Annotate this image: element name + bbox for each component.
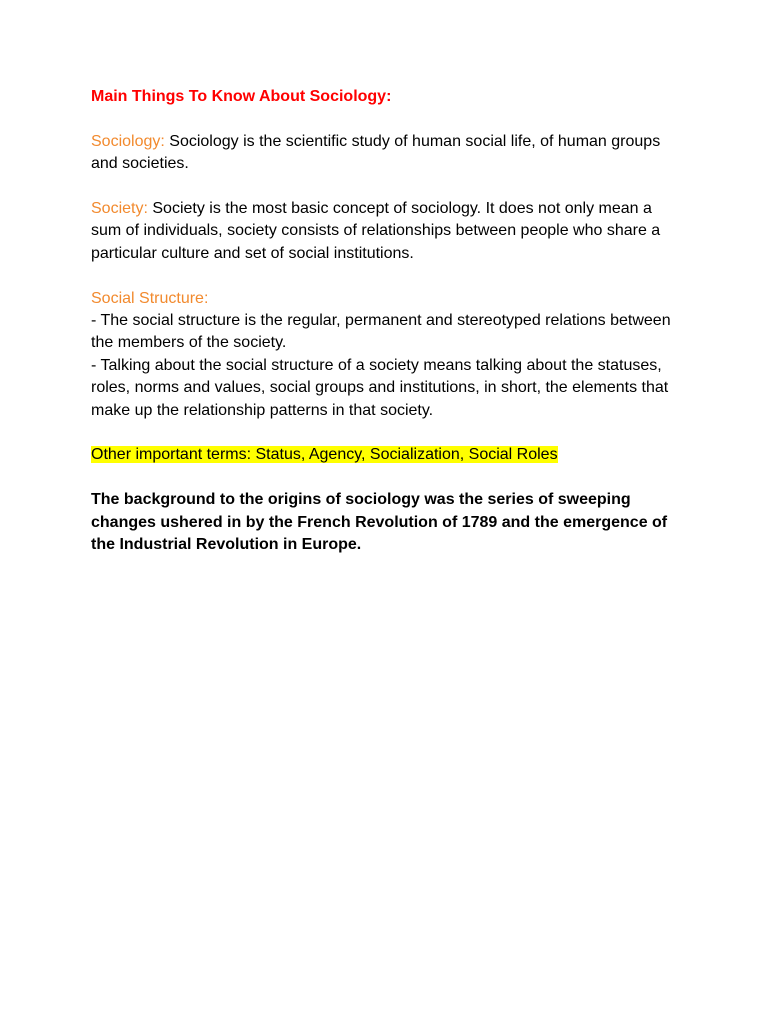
other-terms-line bbox=[91, 444, 681, 466]
other-terms-highlight: Other important terms: Status, Agency, Socialization, Social Roles bbox=[91, 446, 558, 464]
society-text: Society is the most basic concept of sociology. It does not only mean a sum of individuals, society consists of relationships between people who share a particular culture and set of social institutions. bbox=[91, 200, 661, 262]
document-body bbox=[91, 86, 681, 556]
social-structure-label: Social Structure: bbox=[91, 289, 209, 307]
sociology-label: Sociology: bbox=[91, 132, 165, 150]
social-structure-point: - The social structure is the regular, permanent and stereotyped relations between the members of the society. bbox=[91, 312, 671, 352]
document-title: Main Things To Know About Sociology: bbox=[91, 88, 392, 105]
social-structure-section bbox=[91, 288, 681, 422]
society-label: Society: bbox=[91, 200, 148, 217]
sociology-definition bbox=[91, 131, 681, 176]
society-definition bbox=[91, 198, 681, 265]
background-paragraph: The background to the origins of sociology was the series of sweeping changes ushered in by the French Revolution of 1789 and the emergence of the Industrial Revolution in Europe. bbox=[91, 491, 668, 554]
social-structure-point: - Talking about the social structure of a society means talking about the statuses, roles, norms and values, social groups and institutions, in short, the elements that make up the relationship patterns in that society. bbox=[91, 356, 669, 419]
sociology-text: Sociology is the scientific study of human social life, of human groups and societies. bbox=[91, 132, 661, 173]
